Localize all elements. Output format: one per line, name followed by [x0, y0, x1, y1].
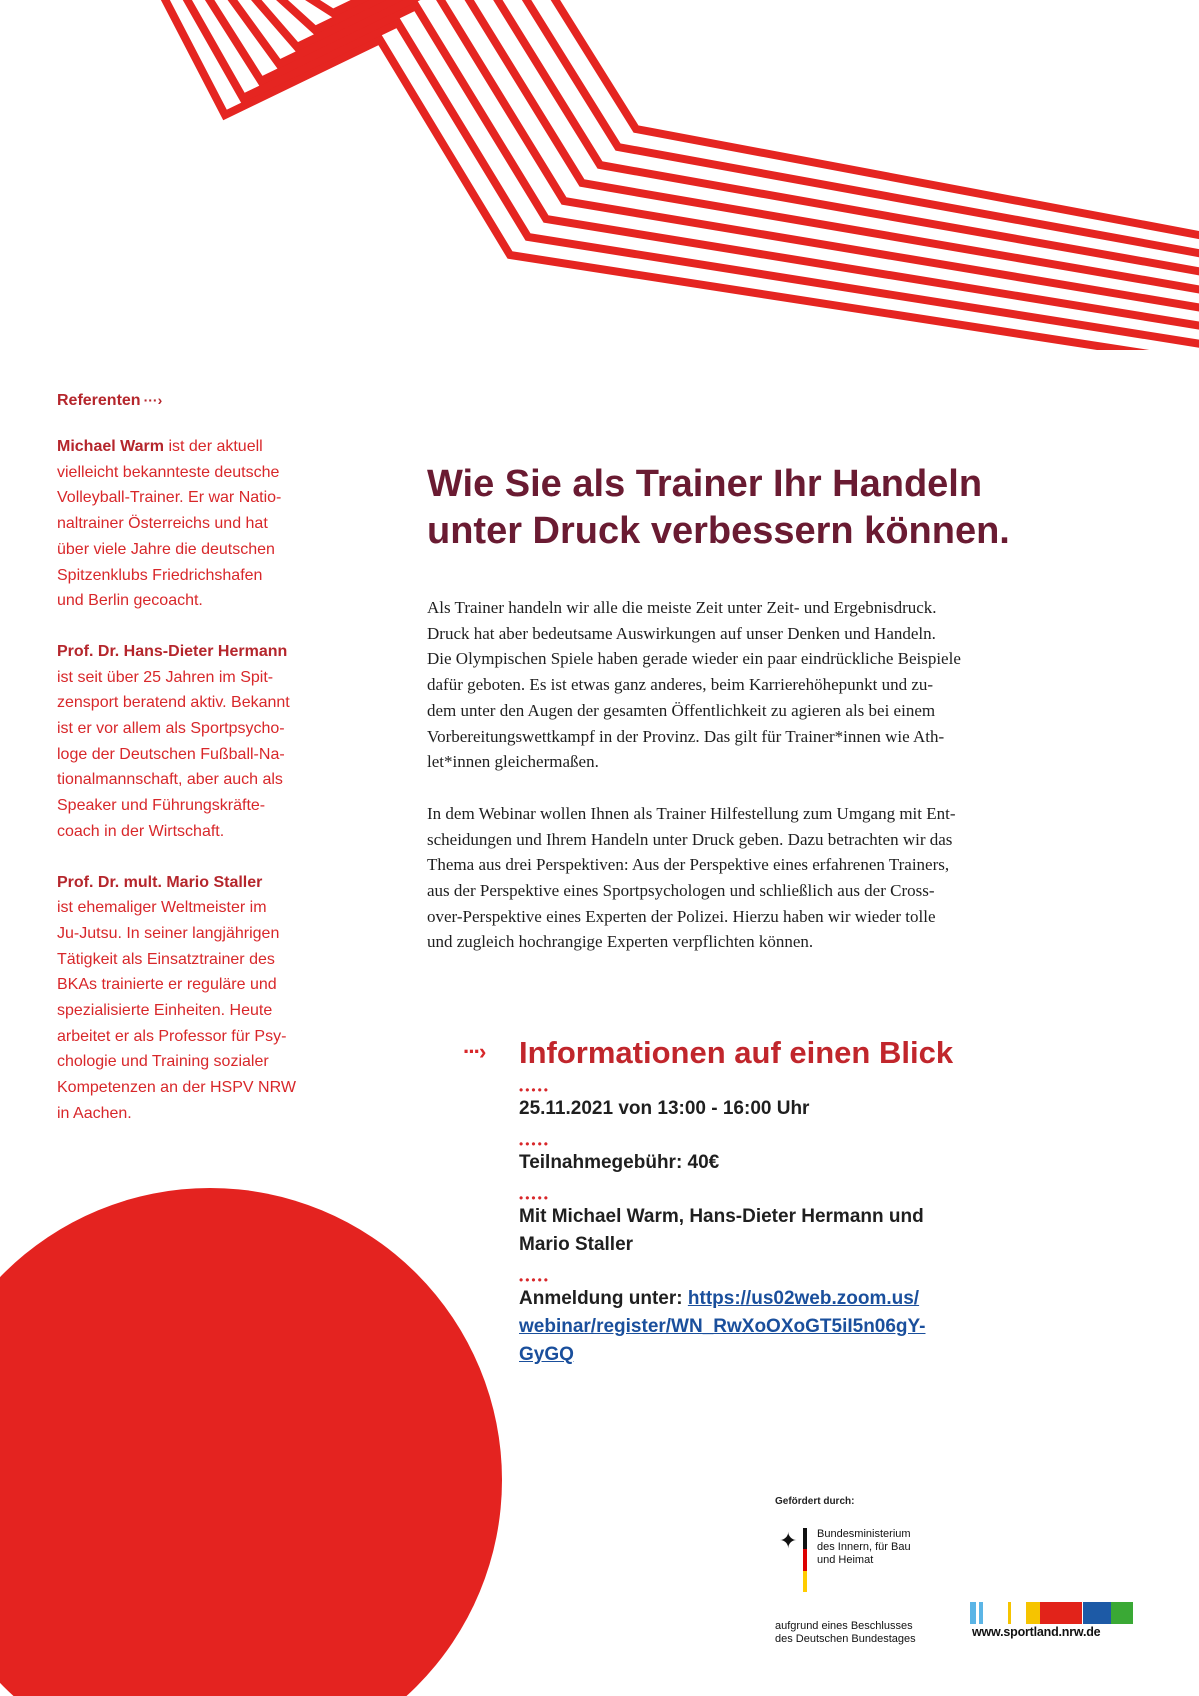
dots-divider: ••••• [519, 1191, 551, 1205]
registration-label: Anmeldung unter: [519, 1288, 688, 1309]
dotted-arrow-icon: ···› [463, 1039, 485, 1064]
referent-name: Michael Warm [57, 438, 164, 455]
webinar-paragraph: In dem Webinar wollen Ihnen als Trainer Hilfestellung zum Umgang mit Ent- scheidungen und Ihrem Handeln unter Druck geben. Dazu betrachten wir das Thema aus drei Perspektiven: Aus der Perspektive eines erfahrenen Trainers, aus der Perspektive eines Sportpsychologen und schließlich aus der Cross- over-Perspektive eines Experten der Polizei. Hierzu haben wir wieder tolle und zugleich hochrangige Experten verpflichten können. [427, 803, 956, 952]
federal-eagle-icon: ✦ [779, 1528, 798, 1553]
referent-warm: Michael Warm ist der aktuell vielleicht bekannteste deutsche Volleyball-Trainer. Er war Natio- naltrainer Österreichs und hat über viele Jahre die deutschen Spitzenklubs Friedrichshafen und Berlin gecoacht. [57, 438, 282, 610]
info-item-registration [519, 1275, 983, 1369]
sportland-logo [970, 1602, 1145, 1642]
intro-paragraph: Als Trainer handeln wir alle die meiste Zeit unter Zeit- und Ergebnisdruck. Druck hat aber bedeutsame Auswirkungen auf unser Denken und Handeln. Die Olympischen Spiele haben gerade wieder ein paar eindrückliche Beispiele dafür geboten. Es ist etwas ganz anderes, beim Karrierehöhepunkt und zu- dem unter den Augen der gesamten Öffentlichkeit zu agieren als bei einem Vorbereitungswettkampf in der Provinz. Das gilt für Trainer*innen wie Ath- let*innen gleichermaßen. [427, 598, 961, 772]
info-item-date: ••••• 25.11.2021 von 13:00 - 16:00 Uhr [519, 1085, 983, 1123]
dots-divider: ••••• [519, 1273, 551, 1287]
info-item-speakers: ••••• Mit Michael Warm, Hans-Dieter Hermann und Mario Staller [519, 1193, 983, 1259]
ministry-logo: ✦ Bundesministerium des Innern, für Bau und Heimat [775, 1528, 975, 1598]
sportland-url: www.sportland.nrw.de [972, 1625, 1101, 1639]
german-flag-bar [803, 1528, 807, 1592]
info-heading: Informationen auf einen Blick [519, 1035, 954, 1070]
dots-divider: ••••• [519, 1137, 551, 1151]
sportland-color-bars [970, 1602, 1145, 1624]
main-content [427, 461, 1067, 981]
funding-label: Gefördert durch: [775, 1496, 855, 1507]
dots-divider: ••••• [519, 1083, 551, 1097]
decorative-stripes [0, 0, 1199, 350]
dotted-arrow-icon: ···› [143, 392, 163, 408]
info-section [463, 1035, 983, 1385]
referent-name: Prof. Dr. Hans-Dieter Hermann [57, 642, 288, 660]
page-title: Wie Sie als Trainer Ihr Handeln unter Druck verbessern können. [427, 463, 1010, 552]
registration-link[interactable]: https://us02web.zoom.us/ webinar/register/WN_RwXoOXoGT5iI5n06gY- GyGQ [519, 1288, 926, 1365]
resolution-text: aufgrund eines Beschlusses des Deutschen Bundestages [775, 1620, 916, 1645]
referents-sidebar [57, 392, 317, 1152]
referent-name: Prof. Dr. mult. Mario Staller [57, 873, 263, 891]
referents-heading: Referenten ···› [57, 392, 163, 409]
info-item-fee: ••••• Teilnahmegebühr: 40€ [519, 1139, 983, 1177]
referent-hermann: Prof. Dr. Hans-Dieter Hermann ist seit über 25 Jahren im Spit- zensport beratend aktiv. Bekannt ist er vor allem als Sportpsycho- loge der Deutschen Fußball-Na- tionalmannschaft, aber auch als Speaker und Führungskräfte- coach in der Wirtschaft. [57, 642, 290, 840]
referent-staller: Prof. Dr. mult. Mario Staller ist ehemaliger Weltmeister im Ju-Jutsu. In seiner langjährigen Tätigkeit als Einsatztrainer des BKAs trainierte er reguläre und spezialisierte Einheiten. Heute arbeitet er als Professor für Psy- chologie und Training sozialer Kompetenzen an der HSPV NRW in Aachen. [57, 873, 296, 1122]
